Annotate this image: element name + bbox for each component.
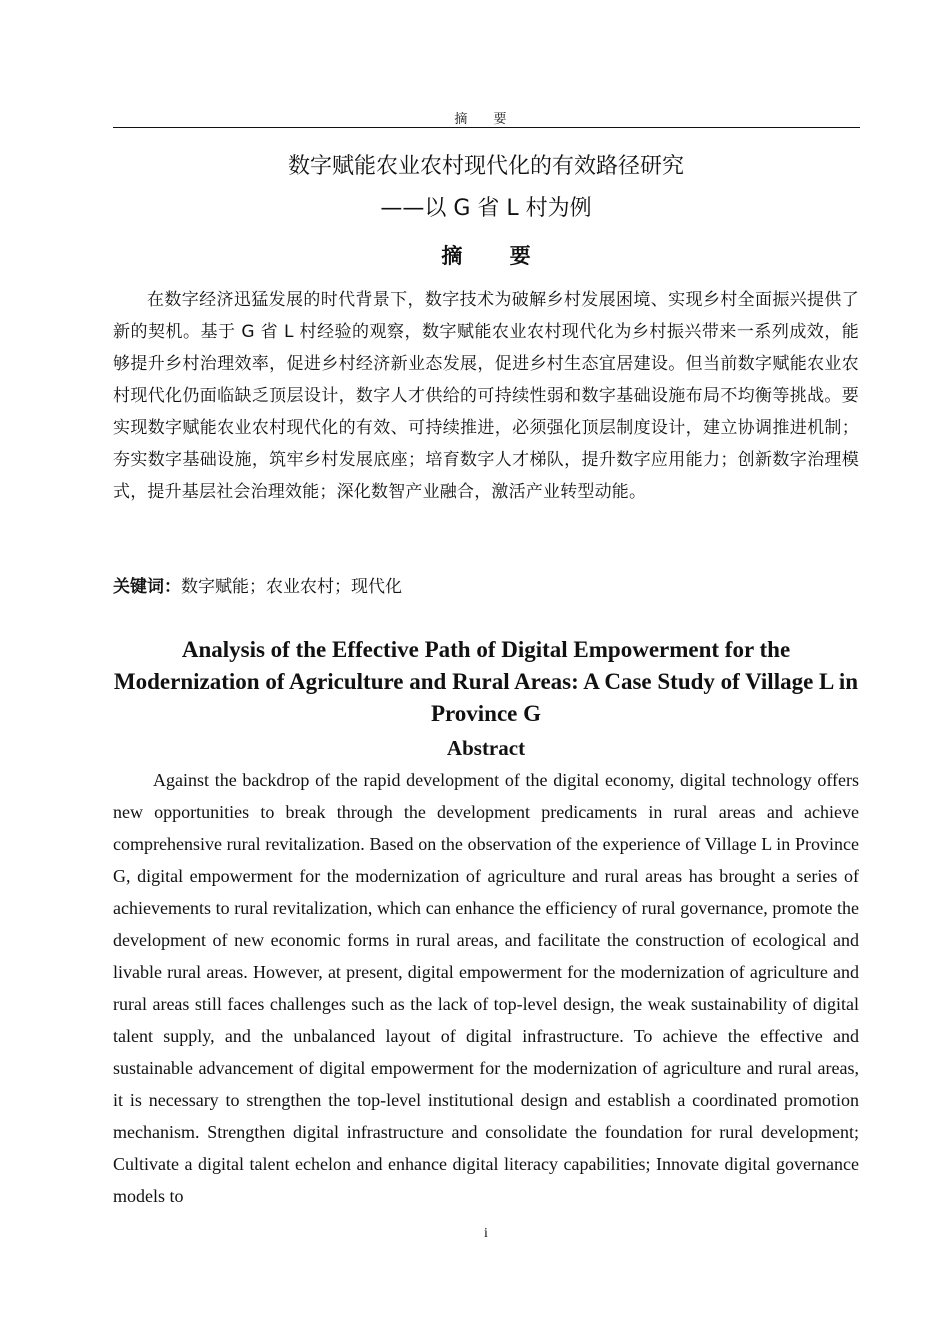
running-header: 摘 要 (454, 112, 518, 127)
chinese-abstract-heading: 摘 要 (441, 244, 551, 268)
chinese-subtitle: ——以 G 省 L 村为例 (380, 196, 592, 221)
english-abstract-body: Against the backdrop of the rapid development of the digital economy, digital technology offers new opportunities to break through the development predicaments in rural areas and achieve comprehensive rural revitalization. Based on the observation of the experience of Village L in Province G, digital empowerment for the modernization of agriculture and rural areas has brought a series of achievements to rural revitalization, which can enhance the efficiency of rural governance, promote the development of new economic forms in rural areas, and facilitate the construction of ecological and livable rural areas. However, at present, digital empowerment for the modernization of agriculture and rural areas still faces challenges such as the lack of top-level design, the weak sustainability of digital talent supply, and the unbalanced layout of digital infrastructure. To achieve the effective and sustainable advancement of digital empowerment for the modernization of agriculture and rural areas, it is necessary to strengthen the top-level institutional design and establish a coordinated promotion mechanism. Strengthen digital infrastructure and consolidate the foundation for rural development; Cultivate a digital talent echelon and enhance digital literacy capabilities; Innovate digital governance models to (113, 770, 859, 1206)
english-title: Analysis of the Effective Path of Digital Empowerment for the Modernization of Agriculture and Rural Areas: A Case Study of Village L in Province G (113, 637, 859, 726)
page-number: i (484, 1226, 488, 1241)
chinese-title: 数字赋能农业农村现代化的有效路径研究 (287, 154, 684, 179)
keywords-values: 数字赋能；农业农村；现代化 (181, 577, 402, 597)
keywords-label: 关键词： (113, 577, 181, 597)
english-abstract-heading: Abstract (446, 736, 526, 760)
chinese-keywords (113, 572, 859, 602)
header-rule (113, 127, 860, 128)
chinese-abstract-body: 在数字经济迅猛发展的时代背景下，数字技术为破解乡村发展困境、实现乡村全面振兴提供了新的契机。基于 G 省 L 村经验的观察，数字赋能农业农村现代化为乡村振兴带来一系列成效，能够提升乡村治理效率，促进乡村经济新业态发展，促进乡村生态宜居建设。但当前数字赋能农业农村现代化仍面临缺乏顶层设计，数字人才供给的可持续性弱和数字基础设施布局不均衡等挑战。要实现数字赋能农业农村现代化的有效、可持续推进，必须强化顶层制度设计，建立协调推进机制；夯实数字基础设施，筑牢乡村发展底座；培育数字人才梯队，提升数字应用能力；创新数字治理模式，提升基层社会治理效能；深化数智产业融合，激活产业转型动能。 (113, 290, 859, 502)
